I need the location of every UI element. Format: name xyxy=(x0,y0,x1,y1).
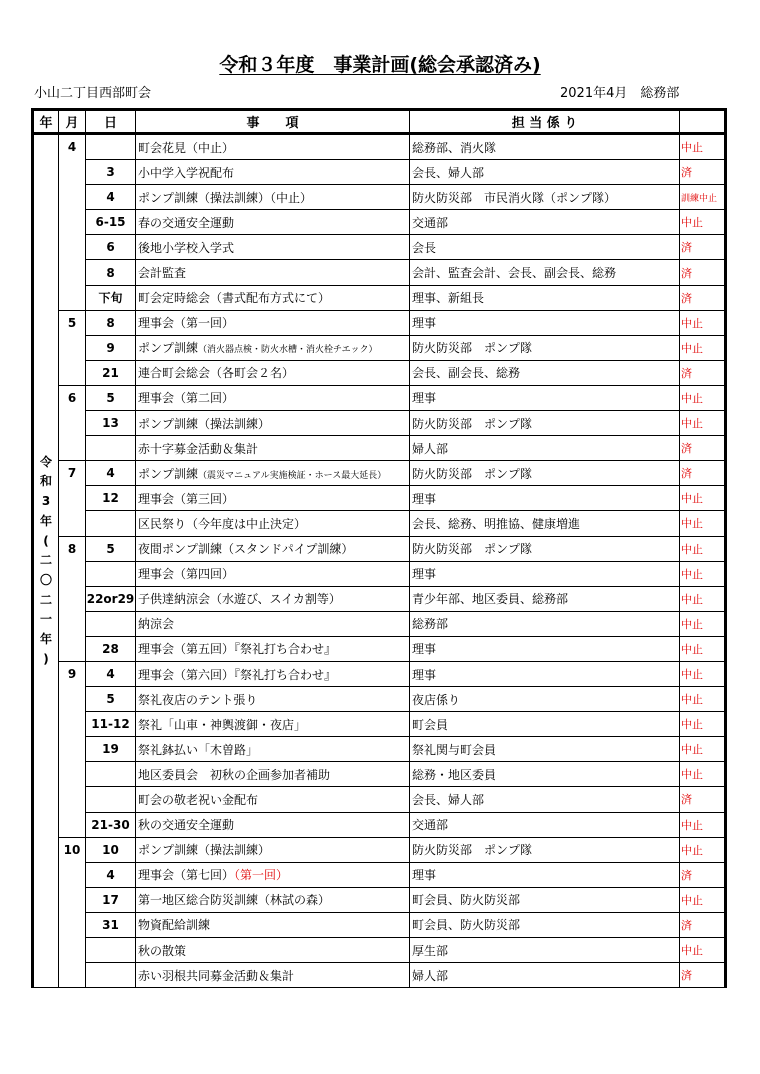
item-text: 物資配給訓練 xyxy=(138,918,211,933)
day-cell: 6-15 xyxy=(86,210,136,235)
charge-cell: 防火防災部 ポンプ隊 xyxy=(410,461,680,486)
day-cell xyxy=(86,787,136,812)
item-cell xyxy=(136,636,410,661)
organization-name: 小山二丁目西部町会 xyxy=(34,86,152,101)
day-cell xyxy=(86,511,136,536)
item-cell xyxy=(136,812,410,837)
charge-cell: 会長、婦人部 xyxy=(410,160,680,185)
table-row xyxy=(33,436,726,461)
table-row xyxy=(33,134,726,160)
day-cell: 8 xyxy=(86,310,136,335)
day-cell: 4 xyxy=(86,185,136,210)
charge-cell: 交通部 xyxy=(410,210,680,235)
item-text: ポンプ訓練（操法訓練）（中止） xyxy=(138,190,313,205)
charge-cell: 会長、総務、明推協、健康増進 xyxy=(410,511,680,536)
status-cell: 中止 xyxy=(680,762,726,787)
table-row xyxy=(33,762,726,787)
item-text: 秋の交通安全運動 xyxy=(138,818,235,833)
table-row xyxy=(33,636,726,661)
status-cell: 済 xyxy=(680,235,726,260)
item-text: 理事会（第六回）『祭礼打ち合わせ』 xyxy=(138,667,337,682)
status-cell: 中止 xyxy=(680,712,726,737)
item-note: （消火器点検・防火水槽・消火栓チエック） xyxy=(198,345,378,356)
item-text: 祭礼夜店のテント張り xyxy=(138,692,258,707)
item-text: 町会定時総会（書式配布方式にて） xyxy=(138,291,331,306)
item-cell xyxy=(136,887,410,912)
charge-cell: 理事 xyxy=(410,636,680,661)
header-month: 月 xyxy=(59,110,86,134)
item-cell xyxy=(136,385,410,410)
status-cell: 中止 xyxy=(680,687,726,712)
day-cell: 5 xyxy=(86,536,136,561)
table-row xyxy=(33,210,726,235)
table-row xyxy=(33,687,726,712)
day-cell: 31 xyxy=(86,912,136,937)
day-cell xyxy=(86,134,136,160)
item-cell xyxy=(136,160,410,185)
day-cell: 4 xyxy=(86,862,136,887)
status-cell: 中止 xyxy=(680,812,726,837)
charge-cell: 理事 xyxy=(410,561,680,586)
table-row xyxy=(33,160,726,185)
status-cell: 中止 xyxy=(680,536,726,561)
status-cell: 訓練中止 xyxy=(680,185,726,210)
item-text: 理事会（第一回） xyxy=(138,316,235,331)
item-text: 理事会（第二回） xyxy=(138,391,235,406)
item-cell xyxy=(136,335,410,360)
table-row xyxy=(33,385,726,410)
table-row xyxy=(33,561,726,586)
item-cell xyxy=(136,737,410,762)
item-text: 会計監査 xyxy=(138,266,187,281)
item-text: 理事会（第五回）『祭礼打ち合わせ』 xyxy=(138,642,337,657)
table-row xyxy=(33,611,726,636)
status-cell: 済 xyxy=(680,260,726,285)
table-row xyxy=(33,285,726,310)
charge-cell: 会計、監査会計、会長、副会長、総務 xyxy=(410,260,680,285)
item-cell xyxy=(136,762,410,787)
charge-cell: 総務・地区委員 xyxy=(410,762,680,787)
day-cell: 8 xyxy=(86,260,136,285)
table-header-row xyxy=(33,110,726,134)
era-cell xyxy=(33,134,59,988)
item-cell xyxy=(136,611,410,636)
table-row xyxy=(33,360,726,385)
item-text: 赤い羽根共同募金活動＆集計 xyxy=(138,968,295,983)
charge-cell: 防火防災部 市民消火隊（ポンプ隊） xyxy=(410,185,680,210)
item-cell xyxy=(136,511,410,536)
status-cell: 中止 xyxy=(680,134,726,160)
month-cell: 5 xyxy=(59,310,86,385)
status-cell: 済 xyxy=(680,436,726,461)
charge-cell: 理事、新組長 xyxy=(410,285,680,310)
item-cell xyxy=(136,185,410,210)
status-cell: 中止 xyxy=(680,210,726,235)
item-cell xyxy=(136,461,410,486)
status-cell: 済 xyxy=(680,285,726,310)
status-cell: 中止 xyxy=(680,511,726,536)
era-char: 3 xyxy=(41,494,51,509)
month-cell: 6 xyxy=(59,385,86,460)
status-cell: 済 xyxy=(680,912,726,937)
header-item: 事 項 xyxy=(136,110,410,134)
day-cell: 22or29 xyxy=(86,586,136,611)
item-cell xyxy=(136,134,410,160)
item-text: 納涼会 xyxy=(138,617,175,632)
item-cell xyxy=(136,235,410,260)
item-text: ポンプ訓練 xyxy=(138,466,199,481)
item-text: ポンプ訓練（操法訓練） xyxy=(138,843,271,858)
status-cell: 中止 xyxy=(680,636,726,661)
item-cell xyxy=(136,536,410,561)
charge-cell: 町会員、防火防災部 xyxy=(410,887,680,912)
month-cell: 8 xyxy=(59,536,86,661)
day-cell: 5 xyxy=(86,385,136,410)
table-row xyxy=(33,963,726,988)
era-char: 一 xyxy=(39,612,52,627)
document-date: 2021年4月 総務部 xyxy=(560,86,680,101)
day-cell xyxy=(86,611,136,636)
status-cell: 済 xyxy=(680,862,726,887)
item-text: 理事会（第七回） xyxy=(138,868,235,883)
day-cell: 9 xyxy=(86,335,136,360)
charge-cell: 総務部、消火隊 xyxy=(410,134,680,160)
day-cell: 19 xyxy=(86,737,136,762)
item-note: （震災マニュアル実施検証・ホース最大延長） xyxy=(198,470,387,481)
status-cell: 中止 xyxy=(680,737,726,762)
status-cell: 中止 xyxy=(680,661,726,686)
table-row xyxy=(33,486,726,511)
header-year: 年 xyxy=(33,110,59,134)
table-row xyxy=(33,787,726,812)
table-row xyxy=(33,912,726,937)
era-char: 二 xyxy=(39,553,52,568)
month-cell: 4 xyxy=(59,134,86,311)
era-char: 〇 xyxy=(39,572,52,587)
day-cell: 21 xyxy=(86,360,136,385)
table-row xyxy=(33,812,726,837)
status-cell: 中止 xyxy=(680,837,726,862)
charge-cell: 会長、婦人部 xyxy=(410,787,680,812)
table-row xyxy=(33,185,726,210)
status-cell: 中止 xyxy=(680,586,726,611)
era-char: 年 xyxy=(39,632,52,647)
header-charge: 担 当 係 り xyxy=(410,110,680,134)
charge-cell: 厚生部 xyxy=(410,938,680,963)
charge-cell: 防火防災部 ポンプ隊 xyxy=(410,335,680,360)
schedule-table xyxy=(31,108,727,988)
table-row xyxy=(33,260,726,285)
charge-cell: 理事 xyxy=(410,310,680,335)
table-row xyxy=(33,411,726,436)
page-title: 令和３年度 事業計画(総会承認済み) xyxy=(219,54,541,76)
status-cell: 中止 xyxy=(680,335,726,360)
day-cell: 10 xyxy=(86,837,136,862)
day-cell xyxy=(86,762,136,787)
item-cell xyxy=(136,661,410,686)
item-text: ポンプ訓練 xyxy=(138,341,199,356)
table-row xyxy=(33,661,726,686)
item-text: 祭礼鉢払い「木曽路」 xyxy=(138,742,259,757)
table-row xyxy=(33,335,726,360)
status-cell: 中止 xyxy=(680,887,726,912)
header-day: 日 xyxy=(86,110,136,134)
status-cell: 中止 xyxy=(680,561,726,586)
item-text: 町会の敬老祝い金配布 xyxy=(138,792,259,807)
status-cell: 済 xyxy=(680,787,726,812)
item-text: 秋の散策 xyxy=(138,943,187,958)
day-cell: 12 xyxy=(86,486,136,511)
table-row xyxy=(33,536,726,561)
table-row xyxy=(33,235,726,260)
item-cell xyxy=(136,912,410,937)
status-cell: 済 xyxy=(680,360,726,385)
charge-cell: 会長 xyxy=(410,235,680,260)
charge-cell: 理事 xyxy=(410,862,680,887)
item-cell xyxy=(136,411,410,436)
charge-cell: 交通部 xyxy=(410,812,680,837)
item-cell xyxy=(136,561,410,586)
charge-cell: 理事 xyxy=(410,385,680,410)
era-char: ) xyxy=(43,651,49,666)
month-cell: 7 xyxy=(59,461,86,536)
month-cell: 9 xyxy=(59,661,86,837)
table-row xyxy=(33,938,726,963)
item-text: 祭礼「山車・神輿渡御・夜店」 xyxy=(138,717,307,732)
charge-cell: 理事 xyxy=(410,486,680,511)
item-text: 第一地区総合防災訓練（林試の森） xyxy=(138,893,331,908)
item-cell xyxy=(136,436,410,461)
table-row xyxy=(33,511,726,536)
item-text: 後地小学校入学式 xyxy=(138,240,235,255)
item-cell xyxy=(136,837,410,862)
day-cell xyxy=(86,436,136,461)
item-cell xyxy=(136,963,410,988)
table-row xyxy=(33,737,726,762)
era-char: 令 xyxy=(39,454,52,469)
status-cell: 済 xyxy=(680,963,726,988)
item-text: 小中学入学祝配布 xyxy=(138,165,235,180)
status-cell: 中止 xyxy=(680,411,726,436)
item-text: 理事会（第四回） xyxy=(138,567,235,582)
charge-cell: 町会員、防火防災部 xyxy=(410,912,680,937)
day-cell: 下旬 xyxy=(86,285,136,310)
table-row xyxy=(33,712,726,737)
item-text: 区民祭り（今年度は中止決定） xyxy=(138,516,307,531)
status-cell: 中止 xyxy=(680,938,726,963)
day-cell: 21-30 xyxy=(86,812,136,837)
status-cell: 済 xyxy=(680,461,726,486)
table-row xyxy=(33,887,726,912)
item-note-red: （第一回） xyxy=(234,868,289,883)
item-cell xyxy=(136,285,410,310)
status-cell: 済 xyxy=(680,160,726,185)
item-text: ポンプ訓練（操法訓練） xyxy=(138,416,271,431)
charge-cell: 町会員 xyxy=(410,712,680,737)
status-cell: 中止 xyxy=(680,486,726,511)
status-cell: 中止 xyxy=(680,611,726,636)
item-cell xyxy=(136,486,410,511)
item-cell xyxy=(136,938,410,963)
day-cell: 13 xyxy=(86,411,136,436)
era-char: 年 xyxy=(39,513,52,528)
day-cell: 5 xyxy=(86,687,136,712)
charge-cell: 夜店係り xyxy=(410,687,680,712)
charge-cell: 婦人部 xyxy=(410,963,680,988)
item-cell xyxy=(136,787,410,812)
table-row xyxy=(33,586,726,611)
charge-cell: 防火防災部 ポンプ隊 xyxy=(410,837,680,862)
status-cell: 中止 xyxy=(680,385,726,410)
item-cell xyxy=(136,260,410,285)
charge-cell: 会長、副会長、総務 xyxy=(410,360,680,385)
day-cell: 11-12 xyxy=(86,712,136,737)
table-row xyxy=(33,837,726,862)
day-cell: 6 xyxy=(86,235,136,260)
item-text: 夜間ポンプ訓練（スタンドパイプ訓練） xyxy=(138,542,354,557)
item-cell xyxy=(136,360,410,385)
item-text: 連合町会総会（各町会２名） xyxy=(138,366,295,381)
charge-cell: 青少年部、地区委員、総務部 xyxy=(410,586,680,611)
item-text: 理事会（第三回） xyxy=(138,491,235,506)
day-cell: 3 xyxy=(86,160,136,185)
item-cell xyxy=(136,310,410,335)
item-text: 子供達納涼会（水遊び、スイカ割等） xyxy=(138,592,341,607)
charge-cell: 防火防災部 ポンプ隊 xyxy=(410,536,680,561)
charge-cell: 理事 xyxy=(410,661,680,686)
day-cell xyxy=(86,938,136,963)
table-row xyxy=(33,310,726,335)
item-cell xyxy=(136,712,410,737)
table-row xyxy=(33,862,726,887)
day-cell xyxy=(86,963,136,988)
item-cell xyxy=(136,586,410,611)
era-char: ( xyxy=(43,533,49,548)
era-char: 和 xyxy=(39,474,52,489)
header-status xyxy=(680,110,726,134)
day-cell xyxy=(86,561,136,586)
item-text: 町会花見（中止） xyxy=(138,140,235,155)
item-cell xyxy=(136,862,410,887)
item-text: 赤十字募金活動＆集計 xyxy=(138,441,259,456)
month-cell: 10 xyxy=(59,837,86,988)
charge-cell: 防火防災部 ポンプ隊 xyxy=(410,411,680,436)
day-cell: 4 xyxy=(86,461,136,486)
item-text: 春の交通安全運動 xyxy=(138,215,235,230)
status-cell: 中止 xyxy=(680,310,726,335)
charge-cell: 婦人部 xyxy=(410,436,680,461)
day-cell: 28 xyxy=(86,636,136,661)
day-cell: 4 xyxy=(86,661,136,686)
day-cell: 17 xyxy=(86,887,136,912)
item-cell xyxy=(136,687,410,712)
charge-cell: 総務部 xyxy=(410,611,680,636)
table-row xyxy=(33,461,726,486)
item-text: 地区委員会 初秋の企画参加者補助 xyxy=(138,767,331,782)
charge-cell: 祭礼関与町会員 xyxy=(410,737,680,762)
era-char: 二 xyxy=(39,592,52,607)
item-cell xyxy=(136,210,410,235)
